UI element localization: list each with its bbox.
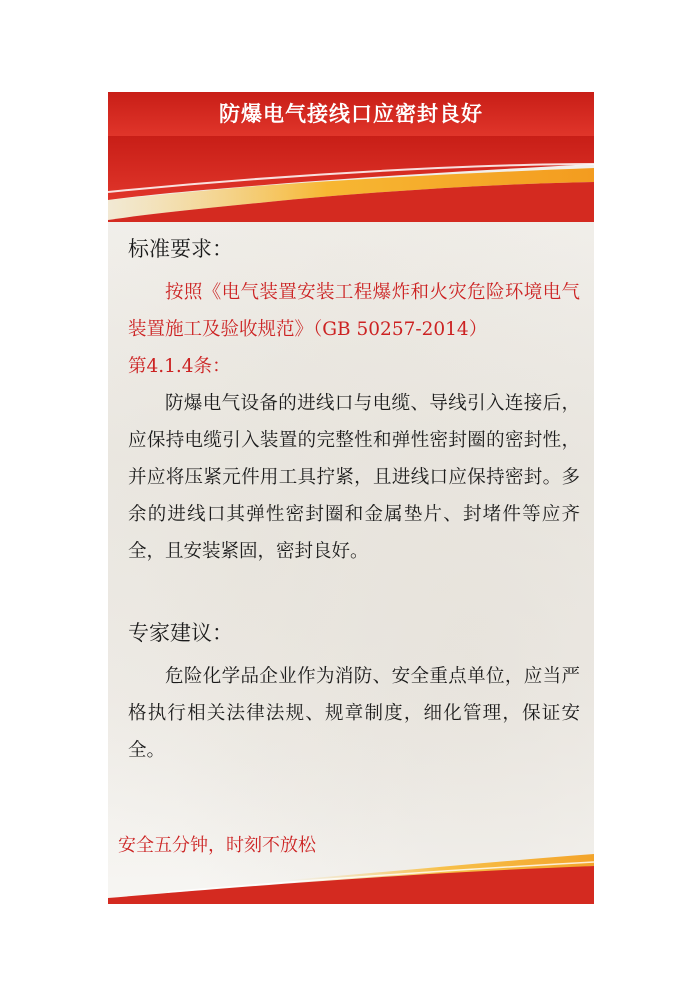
footer-banner [108,844,594,904]
standard-heading: 标准要求： [128,237,233,261]
expert-heading: 专家建议： [128,621,233,645]
safety-slogan: 安全五分钟，时刻不放松 [118,835,316,856]
standard-body: 防爆电气设备的进线口与电缆、导线引入连接后，应保持电缆引入装置的完整性和弹性密封圈的密封性，并应将压紧元件用工具拧紧，且进线口应保持密封。多余的进线口其弹性密封圈和金属垫片、封堵件等应齐全，且安装紧固，密封良好。 [128,393,580,562]
standard-clause: 第4.1.4条： [128,356,231,377]
poster [108,92,594,904]
expert-body: 危险化学品企业作为消防、安全重点单位，应当严格执行相关法律法规、规章制度，细化管理，保证安全。 [128,666,580,761]
standard-reference: 按照《电气装置安装工程爆炸和火灾危险环境电气装置施工及验收规范》（GB 50257-2014） [128,282,580,340]
content [128,234,580,769]
poster-title: 防爆电气接线口应密封良好 [219,102,483,126]
